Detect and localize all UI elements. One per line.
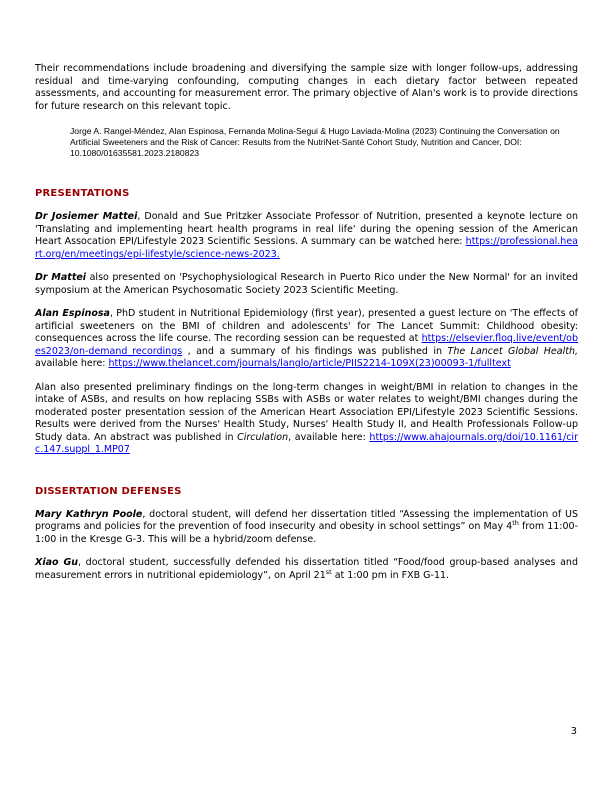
text-run: , available here: xyxy=(288,431,370,443)
hyperlink[interactable]: https://elsevier.floq.live/event/obes2023/on-demand_recordings xyxy=(35,333,578,357)
person-name: Mary Kathryn Poole xyxy=(35,508,143,520)
text-run: also presented on 'Psychophysiological Research in Puerto Rico under the New Normal' for an invited symposium at the American Psychosomatic Society 2023 Scientific Meeting. xyxy=(35,272,578,296)
paragraph xyxy=(35,308,578,371)
section-dissertation-defenses xyxy=(35,486,578,583)
person-name: Alan Espinosa xyxy=(35,308,110,319)
section-heading-presentations: PRESENTATIONS xyxy=(35,188,130,199)
text-run: Circulation xyxy=(237,431,289,443)
page-number: 3 xyxy=(570,726,577,737)
hyperlink[interactable]: https://www.thelancet.com/journals/langlo/article/PIIS2214-109X(23)00093-1/fulltext xyxy=(108,358,511,369)
paragraph xyxy=(35,272,578,297)
person-name: Xiao Gu xyxy=(35,557,79,568)
section-presentations xyxy=(35,188,578,457)
paragraph xyxy=(35,382,578,457)
section-presentations-body xyxy=(35,211,578,457)
superscript-ordinal: th xyxy=(512,518,519,527)
text-run: The Lancet Global Health, xyxy=(447,345,578,357)
citation-reference xyxy=(70,126,578,159)
superscript-ordinal: st xyxy=(325,567,332,576)
text-run: , Donald and Sue Pritzker Associate Professor of Nutrition, presented a keynote lecture on 'Translating and implementing heart health programs in real life' during the opening session of the American Heart Assocation EPI/Lifestyle 2023 Scientific Sessions. A summary can be watched here: xyxy=(35,211,578,247)
paragraph xyxy=(35,509,578,547)
text-run: Jorge A. Rangel-Méndez, Alan Espinosa, Fernanda Molina-Segui & Hugo Laviada-Molina (2023) Continuing the Conversation on Artificial Sweeteners and the Risk of Cancer: Results from the NutriNet-Santé Cohort Study, Nutrition and Cancer, DOI: 10.1080/01635581.2023.2180823 xyxy=(70,126,560,158)
section-heading-dissertation-defenses: DISSERTATION DEFENSES xyxy=(35,485,182,497)
paragraph xyxy=(35,211,578,261)
text-run: from 11:00-1:00 in the Kresge G-3. This will be a hybrid/zoom defense. xyxy=(35,521,579,545)
text-run: , doctoral student, successfully defended his dissertation titled “Food/food group-based analyses and measurement errors in nutritional epidemiology”, on April 21 xyxy=(35,557,578,581)
text-run: available here: xyxy=(35,358,109,369)
section-dissertation-defenses-body xyxy=(35,509,578,583)
text-run: Their recommendations include broadening and diversifying the sample size with longer follow-ups, addressing residual and time-varying confounding, computing changes in each dietary factor between repeated assessments, and accounting for measurement error. The primary objective of Alan's work is to provide directions for future research on this relevant topic. xyxy=(35,63,578,112)
text-run: , doctoral student, will defend her dissertation titled “Assessing the implementation of US programs and policies for the prevention of food insecurity and obesity in school settings” on May 4 xyxy=(35,508,578,532)
text-run: at 1:00 pm in FXB G-11. xyxy=(331,569,450,581)
page-content xyxy=(35,63,578,582)
hyperlink[interactable]: https://www.ahajournals.org/doi/10.1161/circ.147.suppl_1.MP07 xyxy=(35,431,578,455)
intro-paragraph xyxy=(35,63,578,113)
text-run: Alan also presented preliminary findings on the long-term changes in weight/BMI in relation to changes in the intake of ASBs, and results on how replacing SSBs with ASBs or water relates to weight/BMI changes during the moderated poster presentation session of the American Heart Association EPI/Lifestyle 2023 Scientific Sessions. Results were derived from the Nurses' Health Study, Nurses' Health Study II, and Health Professionals Follow-up Study data. An abstract was published in xyxy=(35,381,578,443)
hyperlink[interactable]: https://professional.heart.org/en/meetings/epi-lifestyle/science-news-2023. xyxy=(35,236,578,260)
person-name: Dr Mattei xyxy=(35,272,87,283)
text-run: , and a summary of his findings was published in xyxy=(182,345,448,357)
paragraph xyxy=(35,557,578,582)
text-run: , PhD student in Nutritional Epidemiology (first year), presented a guest lecture on 'The effects of artificial sweeteners on the BMI of children and adolescents' for The Lancet Summit: Childhood obesity: consequences across the life course. The recording session can be requested at xyxy=(35,308,578,344)
person-name: Dr Josiemer Mattei xyxy=(35,211,138,222)
